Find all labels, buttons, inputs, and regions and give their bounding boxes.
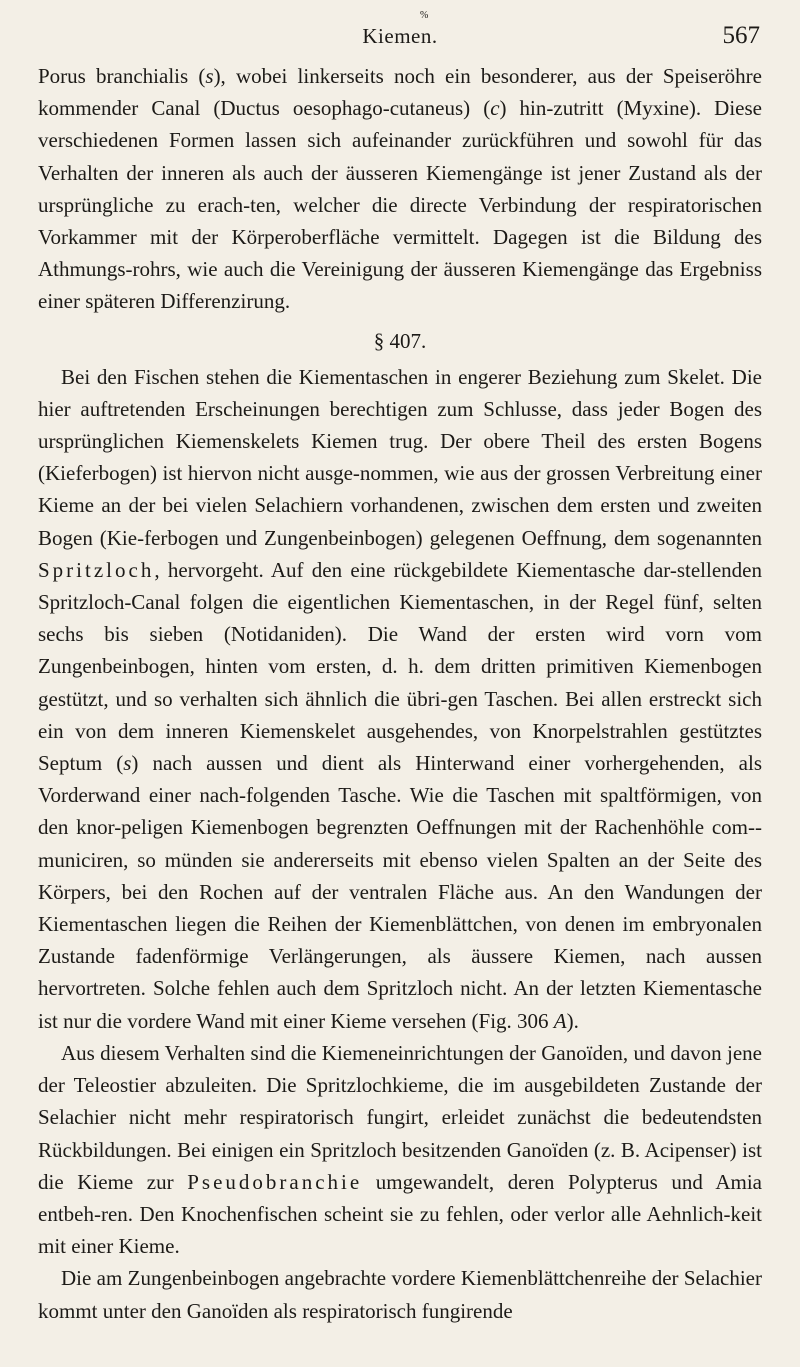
page-number: 567	[722, 22, 760, 49]
page-header	[0, 10, 800, 54]
text-run: Bei den Fischen stehen die Kiementaschen in engerer Beziehung zum Skelet. Die hier auftretenden Erscheinungen berechtigen zum Schlusse, dass jeder Bogen des ursprünglichen Kiemenskelets Kiemen trug. Der obere Theil des ersten Bogens (Kieferbogen) ist hiervon nicht ausge-nommen, wie aus der grossen Verbreitung einer Kieme an der bei vielen Selachiern vorhandenen, zwischen dem ersten und zweiten Bogen (Kie-ferbogen und Zungenbeinbogen) gelegenen Oeffnung, dem sogenannten	[38, 364, 762, 550]
paragraph	[38, 1037, 762, 1262]
running-title: Kiemen.	[362, 24, 438, 48]
paragraph	[38, 60, 762, 318]
italic-text: s	[205, 64, 214, 88]
text-run: ) hin-zutritt (Myxine). Diese verschiedenen Formen lassen sich aufeinander zurückführen und sowohl für das Verhalten der inneren als auch der äusseren Kiemengänge ist jener Zustand als der ursprüngliche zu erach-ten, welcher die directe Verbindung der respiratorischen Vorkammer mit der Körperoberfläche vermittelt. Dagegen ist die Bildung des Athmungs-rohrs, wie auch die Vereinigung der äusseren Kiemengänge das Ergebniss einer späteren Differenzirung.	[38, 96, 762, 314]
italic-text: c	[490, 96, 500, 121]
text-run: Porus branchialis (	[38, 64, 206, 88]
section-heading: § 407.	[373, 328, 427, 353]
text-run: ) nach aussen und dient als Hinterwand einer vorhergehenden, als Vorderwand einer nach-folgenden Tasche. Wie die Taschen mit spaltförmigen, von den knor-peligen Kiemenbogen begrenzten Oeffnungen mit der Rachenhöhle com-municiren, so münden sie andererseits mit ebenso vielen Spalten an der Seite des Körpers, bei den Rochen auf der ventralen Fläche aus. An den Wandungen der Kiementaschen liegen die Reihen der Kiemenblättchen, von denen im embryonalen Zustande fadenförmige Verlängerungen, als äussere Kiemen, nach aussen hervortreten. Solche fehlen auch dem Spritzloch nicht. An der letzten Kiementasche ist nur die vordere Wand mit einer Kieme versehen (Fig. 306	[38, 751, 762, 1033]
text-run: ), wobei linkerseits noch ein besonderer, aus der Speiseröhre kommender Canal (Ductus oesophago-cutaneus) (	[38, 64, 762, 121]
spaced-term: Spritzloch	[38, 557, 155, 582]
paragraph	[38, 361, 762, 1037]
text-run: Die am Zungenbeinbogen angebrachte vordere Kiemenblättchenreihe der Selachier kommt unter den Ganoïden als respiratorisch fungirende	[38, 1266, 762, 1323]
paragraph	[38, 1262, 762, 1326]
page-body	[38, 60, 762, 1327]
italic-text: s	[123, 751, 132, 776]
text-run: umgewandelt, deren Polypterus und Amia entbeh-ren. Den Knochenfischen scheint sie zu fehlen, oder verlor alle Aehnlich-keit mit einer Kieme.	[38, 1169, 762, 1259]
spaced-term: Pseudobranchie	[187, 1169, 363, 1194]
printer-mark: %	[420, 10, 429, 21]
text-run: ).	[566, 1008, 579, 1033]
italic-text: A	[553, 1008, 567, 1033]
text-run: , hervorgeht. Auf den eine rückgebildete Kiementasche dar-stellenden Spritzloch-Canal folgen die eigentlichen Kiementaschen, in der Regel fünf, selten sechs bis sieben (Notidaniden). Die Wand der ersten wird vorn vom Zungenbeinbogen, hinten vom ersten, d. h. dem dritten primitiven Kiemenbogen gestützt, und so verhalten sich ähnlich die übri-gen Taschen. Bei allen erstreckt sich ein von dem inneren Kiemenskelet ausgehendes, von Knorpelstrahlen gestütztes Septum (	[38, 557, 762, 776]
text-run: Aus diesem Verhalten sind die Kiemeneinrichtungen der Ganoïden, und davon jene der Teleostier abzuleiten. Die Spritzlochkieme, die im ausgebildeten Zustande der Selachier nicht mehr respiratorisch fungirt, erleidet zunächst die bedeutendsten Rückbildungen. Bei einigen ein Spritzloch besitzenden Ganoïden (z. B. Acipenser) ist die Kieme zur	[38, 1040, 762, 1194]
